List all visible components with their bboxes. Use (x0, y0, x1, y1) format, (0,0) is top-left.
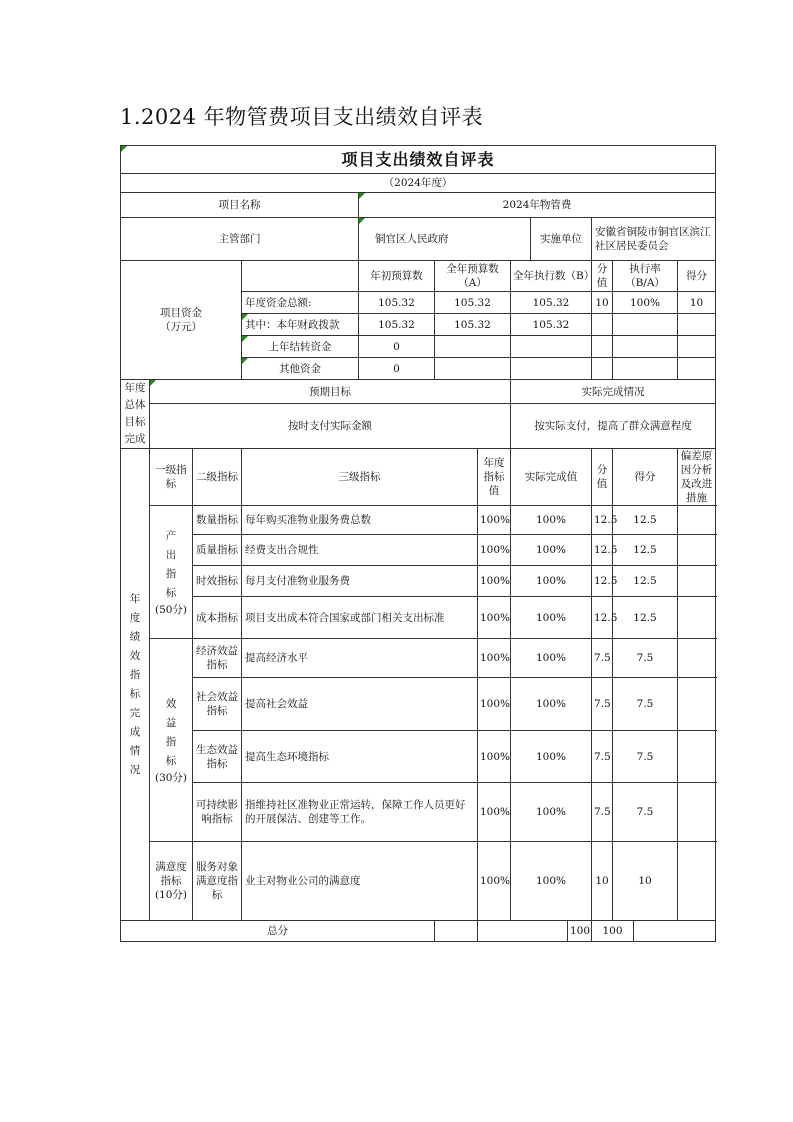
actual-cell: 100% (511, 597, 592, 639)
satisfaction-indicator-group (150, 842, 193, 921)
total-target-blank (435, 921, 478, 942)
target-cell: 100% (478, 597, 511, 639)
level2-cell: 服务对象满意度指标 (193, 842, 242, 921)
level3-cell: 经费支出合规性 (242, 535, 478, 566)
total-actual-blank (478, 921, 568, 942)
target-header: 年度指标值 (478, 449, 511, 506)
actual-cell: 100% (511, 731, 592, 783)
level1-header: 一级指标 (150, 449, 193, 506)
overall-goal-label (121, 380, 150, 449)
target-cell: 100% (478, 506, 511, 535)
actual-cell: 100% (511, 678, 592, 731)
funds-row-score (678, 336, 716, 358)
deviation-cell (678, 678, 716, 731)
project-name-value: 2024年物管费 (359, 193, 716, 218)
score-cell: 7.5 (613, 783, 678, 842)
funds-row-label: 上年结转资金 (242, 336, 359, 358)
output-indicator-group (150, 506, 193, 639)
funds-header-blank (242, 261, 359, 292)
level2-header: 二级指标 (193, 449, 242, 506)
value-cell: 7.5 (592, 731, 613, 783)
funds-row-rate (613, 314, 678, 336)
expected-goal-header: 预期目标 (150, 380, 511, 404)
value-cell: 10 (592, 842, 613, 921)
score-value-header: 分值 (592, 261, 613, 292)
actual-cell: 100% (511, 535, 592, 566)
total-deviation-blank (634, 921, 716, 942)
value-cell: 12.5 (592, 535, 613, 566)
exec-rate-header: 执行率（B/A） (613, 261, 678, 292)
deviation-cell (678, 731, 716, 783)
actual-cell: 100% (511, 566, 592, 597)
level3-cell: 提高生态环境指标 (242, 731, 478, 783)
funds-row-value (592, 358, 613, 380)
target-cell: 100% (478, 731, 511, 783)
deviation-header: 偏差原因分析及改进措施 (678, 449, 716, 506)
funds-row-rate (613, 336, 678, 358)
value-cell: 7.5 (592, 639, 613, 678)
deviation-cell (678, 783, 716, 842)
funds-row-initial: 0 (359, 336, 435, 358)
score-cell: 12.5 (613, 597, 678, 639)
actual-header: 实际完成值 (511, 449, 592, 506)
level3-cell: 每年购买准物业服务费总数 (242, 506, 478, 535)
annual-exec-header: 全年执行数（B） (511, 261, 592, 292)
deviation-cell (678, 535, 716, 566)
funds-row-label: 其他资金 (242, 358, 359, 380)
level3-cell: 项目支出成本符合国家或部门相关支出标准 (242, 597, 478, 639)
expected-goal-text: 按时支付实际金额 (150, 404, 511, 449)
indicators-side-label-text: 年度绩效指标完成情况 (129, 592, 141, 776)
funds-row-score (678, 358, 716, 380)
score-cell: 7.5 (613, 639, 678, 678)
total-score: 100 (592, 921, 634, 942)
project-funds-label-line1: 项目资金 (160, 307, 202, 319)
level2-cell: 可持续影响指标 (193, 783, 242, 842)
value-cell: 7.5 (592, 678, 613, 731)
document-heading: 1.2024 年物管费项目支出绩效自评表 (120, 105, 484, 129)
level2-cell: 成本指标 (193, 597, 242, 639)
deviation-cell (678, 566, 716, 597)
dept-value: 铜官区人民政府 (359, 218, 531, 261)
funds-row-initial: 105.32 (359, 314, 435, 336)
target-cell: 100% (478, 566, 511, 597)
performance-self-evaluation-table (120, 145, 716, 942)
actual-cell: 100% (511, 506, 592, 535)
level2-cell: 时效指标 (193, 566, 242, 597)
actual-cell: 100% (511, 639, 592, 678)
actual-completion-header: 实际完成情况 (511, 380, 716, 404)
target-cell: 100% (478, 842, 511, 921)
overall-goal-label-text: 年度总体目标完成 (124, 382, 146, 445)
deviation-cell (678, 597, 716, 639)
level2-cell: 质量指标 (193, 535, 242, 566)
table-title: 项目支出绩效自评表 (121, 146, 716, 174)
value-cell: 12.5 (592, 506, 613, 535)
funds-row-annual (435, 336, 511, 358)
impl-unit-label: 实施单位 (531, 218, 592, 261)
level3-cell: 提高社会效益 (242, 678, 478, 731)
deviation-cell (678, 639, 716, 678)
benefit-group-points: (30分) (154, 772, 188, 784)
target-cell: 100% (478, 678, 511, 731)
funds-row-annual (435, 358, 511, 380)
score-cell: 7.5 (613, 678, 678, 731)
funds-row-exec: 105.32 (511, 314, 592, 336)
project-name-label: 项目名称 (121, 193, 359, 218)
project-funds-label (121, 261, 242, 380)
funds-row-exec (511, 336, 592, 358)
deviation-cell (678, 842, 716, 921)
actual-completion-text: 按实际支付，提高了群众满意程度 (511, 404, 716, 449)
impl-unit-value: 安徽省铜陵市铜官区滨江社区居民委员会 (592, 218, 716, 261)
value-cell: 7.5 (592, 783, 613, 842)
funds-row-value (592, 314, 613, 336)
deviation-cell (678, 506, 716, 535)
level2-cell: 经济效益指标 (193, 639, 242, 678)
funds-row-exec: 105.32 (511, 292, 592, 314)
benefit-indicator-group (150, 639, 193, 842)
dept-label: 主管部门 (121, 218, 359, 261)
target-cell: 100% (478, 783, 511, 842)
level3-header: 三级指标 (242, 449, 478, 506)
funds-row-value (592, 336, 613, 358)
funds-row-exec (511, 358, 592, 380)
level3-cell: 指维持社区准物业正常运转，保障工作人员更好的开展保洁、创建等工作。 (242, 783, 478, 842)
benefit-group-label: 效益指标 (165, 698, 177, 767)
value-header: 分值 (592, 449, 613, 506)
annual-budget-header: 全年预算数（A） (435, 261, 511, 292)
level2-cell: 数量指标 (193, 506, 242, 535)
value-cell: 12.5 (592, 597, 613, 639)
score-cell: 7.5 (613, 731, 678, 783)
actual-cell: 100% (511, 783, 592, 842)
year-note: （2024年度） (121, 174, 716, 193)
total-label: 总分 (121, 921, 435, 942)
total-value: 100 (568, 921, 592, 942)
initial-budget-header: 年初预算数 (359, 261, 435, 292)
funds-row-initial: 0 (359, 358, 435, 380)
value-cell: 12.5 (592, 566, 613, 597)
funds-row-label: 年度资金总额: (242, 292, 359, 314)
funds-row-annual: 105.32 (435, 314, 511, 336)
output-group-label: 产出指标 (165, 530, 177, 599)
level3-cell: 提高经济水平 (242, 639, 478, 678)
score-cell: 12.5 (613, 535, 678, 566)
target-cell: 100% (478, 639, 511, 678)
score-cell: 12.5 (613, 506, 678, 535)
score-header-2: 得分 (613, 449, 678, 506)
funds-row-score (678, 314, 716, 336)
indicators-side-label (121, 449, 150, 921)
level3-cell: 业主对物业公司的满意度 (242, 842, 478, 921)
funds-row-rate (613, 358, 678, 380)
funds-row-initial: 105.32 (359, 292, 435, 314)
level2-cell: 社会效益指标 (193, 678, 242, 731)
satisfaction-group-points: (10分) (154, 889, 188, 901)
level3-cell: 每月支付准物业服务费 (242, 566, 478, 597)
actual-cell: 100% (511, 842, 592, 921)
funds-row-annual: 105.32 (435, 292, 511, 314)
funds-row-value: 10 (592, 292, 613, 314)
funds-row-rate: 100% (613, 292, 678, 314)
score-cell: 10 (613, 842, 678, 921)
satisfaction-group-label: 满意度指标 (155, 861, 187, 887)
funds-row-score: 10 (678, 292, 716, 314)
score-cell: 12.5 (613, 566, 678, 597)
score-header: 得分 (678, 261, 716, 292)
level2-cell: 生态效益指标 (193, 731, 242, 783)
funds-row-label: 其中：本年财政拨款 (242, 314, 359, 336)
output-group-points: (50分) (154, 604, 188, 616)
project-funds-label-line2: （万元） (160, 321, 202, 333)
target-cell: 100% (478, 535, 511, 566)
